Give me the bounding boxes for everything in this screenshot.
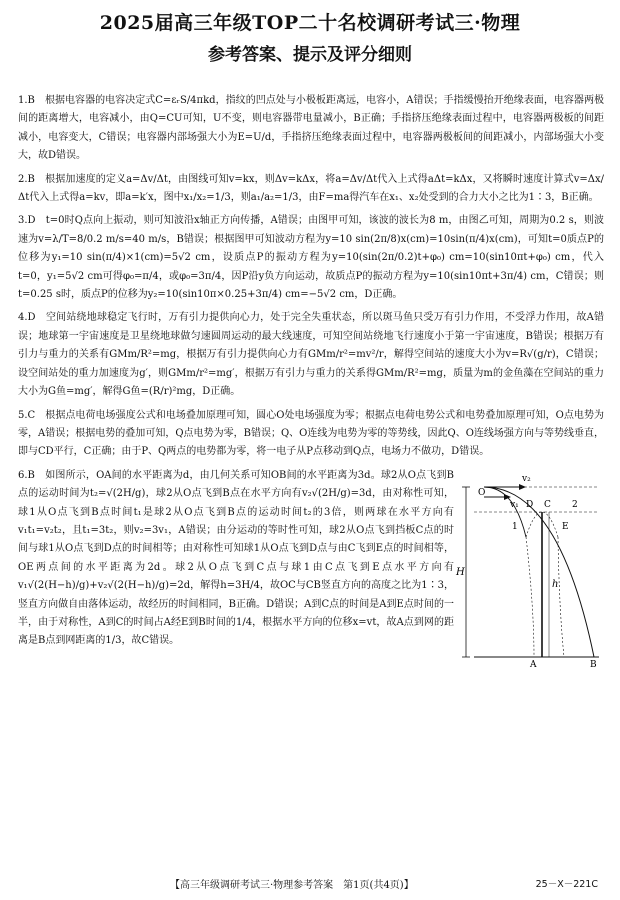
projectile-figure <box>454 467 604 667</box>
label-D: D <box>526 499 534 510</box>
projectile-diagram <box>454 467 604 667</box>
label-H: H <box>456 566 465 578</box>
label-h: h <box>552 578 559 590</box>
answer-6-text: 6.B 如图所示，OA间的水平距离为d，由几何关系可知OB间的水平距离为3d。球2从O点飞到B点的运动时间为t₂=√(2H/g)，球2从O点飞到B点在水平方向有v₂√(2H/g)=3d，由对称性可知，球1从O点飞到B点时间t₁是球2从O点飞到B点的运动时间t₂的3倍，则两球在水平方向有v₁t₁=v₂t₂，且t₁=3t₂，则v₂=3v₁，A错误；由分运动的等时性可知，球2从O点飞到挡板C点的时间与球1从O点飞到D点的时间相等；由对称性可知球1从O点飞到D点与由C飞到E点的时间相等，OE两点间的水平距离为2d。球2从O点飞到C点与球1由C点飞到E点水平方向有v₁√(2(H−h)/g)+v₂√(2(H−h)/g)=2d，解得h=3H/4，故OC与CB竖直方向的高度之比为1∶3，竖直方向做自由落体运动，故经历的时间相同，B正确。D错误；A到C点的时间是A到E点时间的一半，由于对称性，A到C的时间占A经E到B时间的1/4，根据水平方向的位移x=vt，故A点到网的距离是B点到网距离的1/3，故C错误。 <box>18 469 454 647</box>
label-C: C <box>544 499 551 510</box>
answer-4: 4.D 空间站绕地球稳定飞行时，万有引力提供向心力，处于完全失重状态，所以斑马鱼只受万有引力作用，不受浮力作用，故A错误；地球第一宇宙速度是卫星绕地球做匀速圆周运动的最大线速度，可知空间站绕地飞行速度小于第一宇宙速度，B错误；根据万有引力与重力的关系有GMm/R²=mg，根据万有引力提供向心力有GMm/r²=mv²/r，解得空间站的速度大小为v=R√(g/r)，C错误；设空间站处的重力加速度为g′，则GMm/r²=mg′，根据万有引力与重力的关系得GMm/R²=mg，质量为m的金鱼藻在空间站的重力大小为G鱼=mg′，解得G鱼=(R/r)²mg，D正确。 <box>18 312 604 398</box>
label-2: 2 <box>572 499 578 510</box>
label-1: 1 <box>512 521 518 532</box>
label-A: A <box>530 659 537 667</box>
footer-page-info: 【高三年级调研考试三·物理参考答案 第1页(共4页)】 <box>170 880 414 891</box>
answer-1: 1.B 根据电容器的电容决定式C=εᵣS/4πkd，指纹的凹点处与小极板距离远，电容小，A错误；手指缓慢抬开绝缘表面，电容器两极间的距离增大，电容减小，由Q=CU可知，U不变，则电容器带电量减小，B正确；手指挤压绝缘表面过程中，电容器两极板的间距减小，电容变大，C错误；电容器内部场强大小为E=U/d，手指挤压绝缘表面过程中，电容器两极板间的间距减小，内部场强大小变大，故D错误。 <box>18 95 604 162</box>
answer-5: 5.C 根据点电荷电场强度公式和电场叠加原理可知，圆心O处电场强度为零；根据点电荷电势公式和电势叠加原理可知，O点电势为零，A错误；根据电势的叠加可知，Q点电势为零，B错误；Q、O连线为电势为零的等势线，因此Q、O连线场强方向与等势线垂直，即与CD平行，C正确；由于P、Q两点的电势都为零，将一电子从P点移动到Q点，电场力不做功，D错误。 <box>18 409 604 458</box>
answer-2: 2.B 根据加速度的定义a=Δv/Δt，由图线可知v=kx，则Δv=kΔx，将a=Δv/Δt代入上式得aΔt=kΔx，又将瞬时速度计算式v=Δx/Δt代入上式得a=kv，即a=k′x，图中x₁/x₂=1/3，则a₁/a₂=1/3，由F=ma得汽车在x₁、x₂处受到的合力大小之比为1∶3，B正确。 <box>18 173 604 204</box>
label-E: E <box>562 521 569 532</box>
document-subtitle: 参考答案、提示及评分细则 <box>208 45 412 65</box>
answer-content <box>18 92 604 667</box>
label-O: O <box>478 487 486 498</box>
answer-6 <box>18 467 604 667</box>
label-B: B <box>590 659 597 667</box>
label-v2: v₂ <box>522 473 531 484</box>
footer-code: 25－X－221C <box>535 879 598 890</box>
document-title: 2025届高三年级TOP二十名校调研考试三·物理 <box>99 12 521 34</box>
answer-3: 3.D t=0时Q点向上振动，则可知波沿x轴正方向传播，A错误；由图甲可知，该波的波长为8 m，由图乙可知，周期为0.2 s，则波速为v=λ/T=8/0.2 m/s=40 m/s，B错误；根据图甲可知波动方程为y=10 sin(2π/8)x(cm)=10sin(π/4)x(cm)，可知t=0质点P的位移为y₁=10 sin(π/4)×1(cm)=5√2 cm，设质点P的振动方程为y=10(sin(2π/0.2)t+φ₀) cm=10(sin10πt+φ₀) cm，代入t=0，y₁=5√2 cm可得φ₀=π/4，或φ₀=3π/4，因P沿y负方向运动，故质点P的振动方程为y=10(sin10πt+3π/4) cm，C错误；则t=0.25 s时，质点P的位移为y₂=10(sin10π×0.25+3π/4) cm=−5√2 cm，D正确。 <box>18 215 604 301</box>
label-v1: v₁ <box>510 499 519 510</box>
